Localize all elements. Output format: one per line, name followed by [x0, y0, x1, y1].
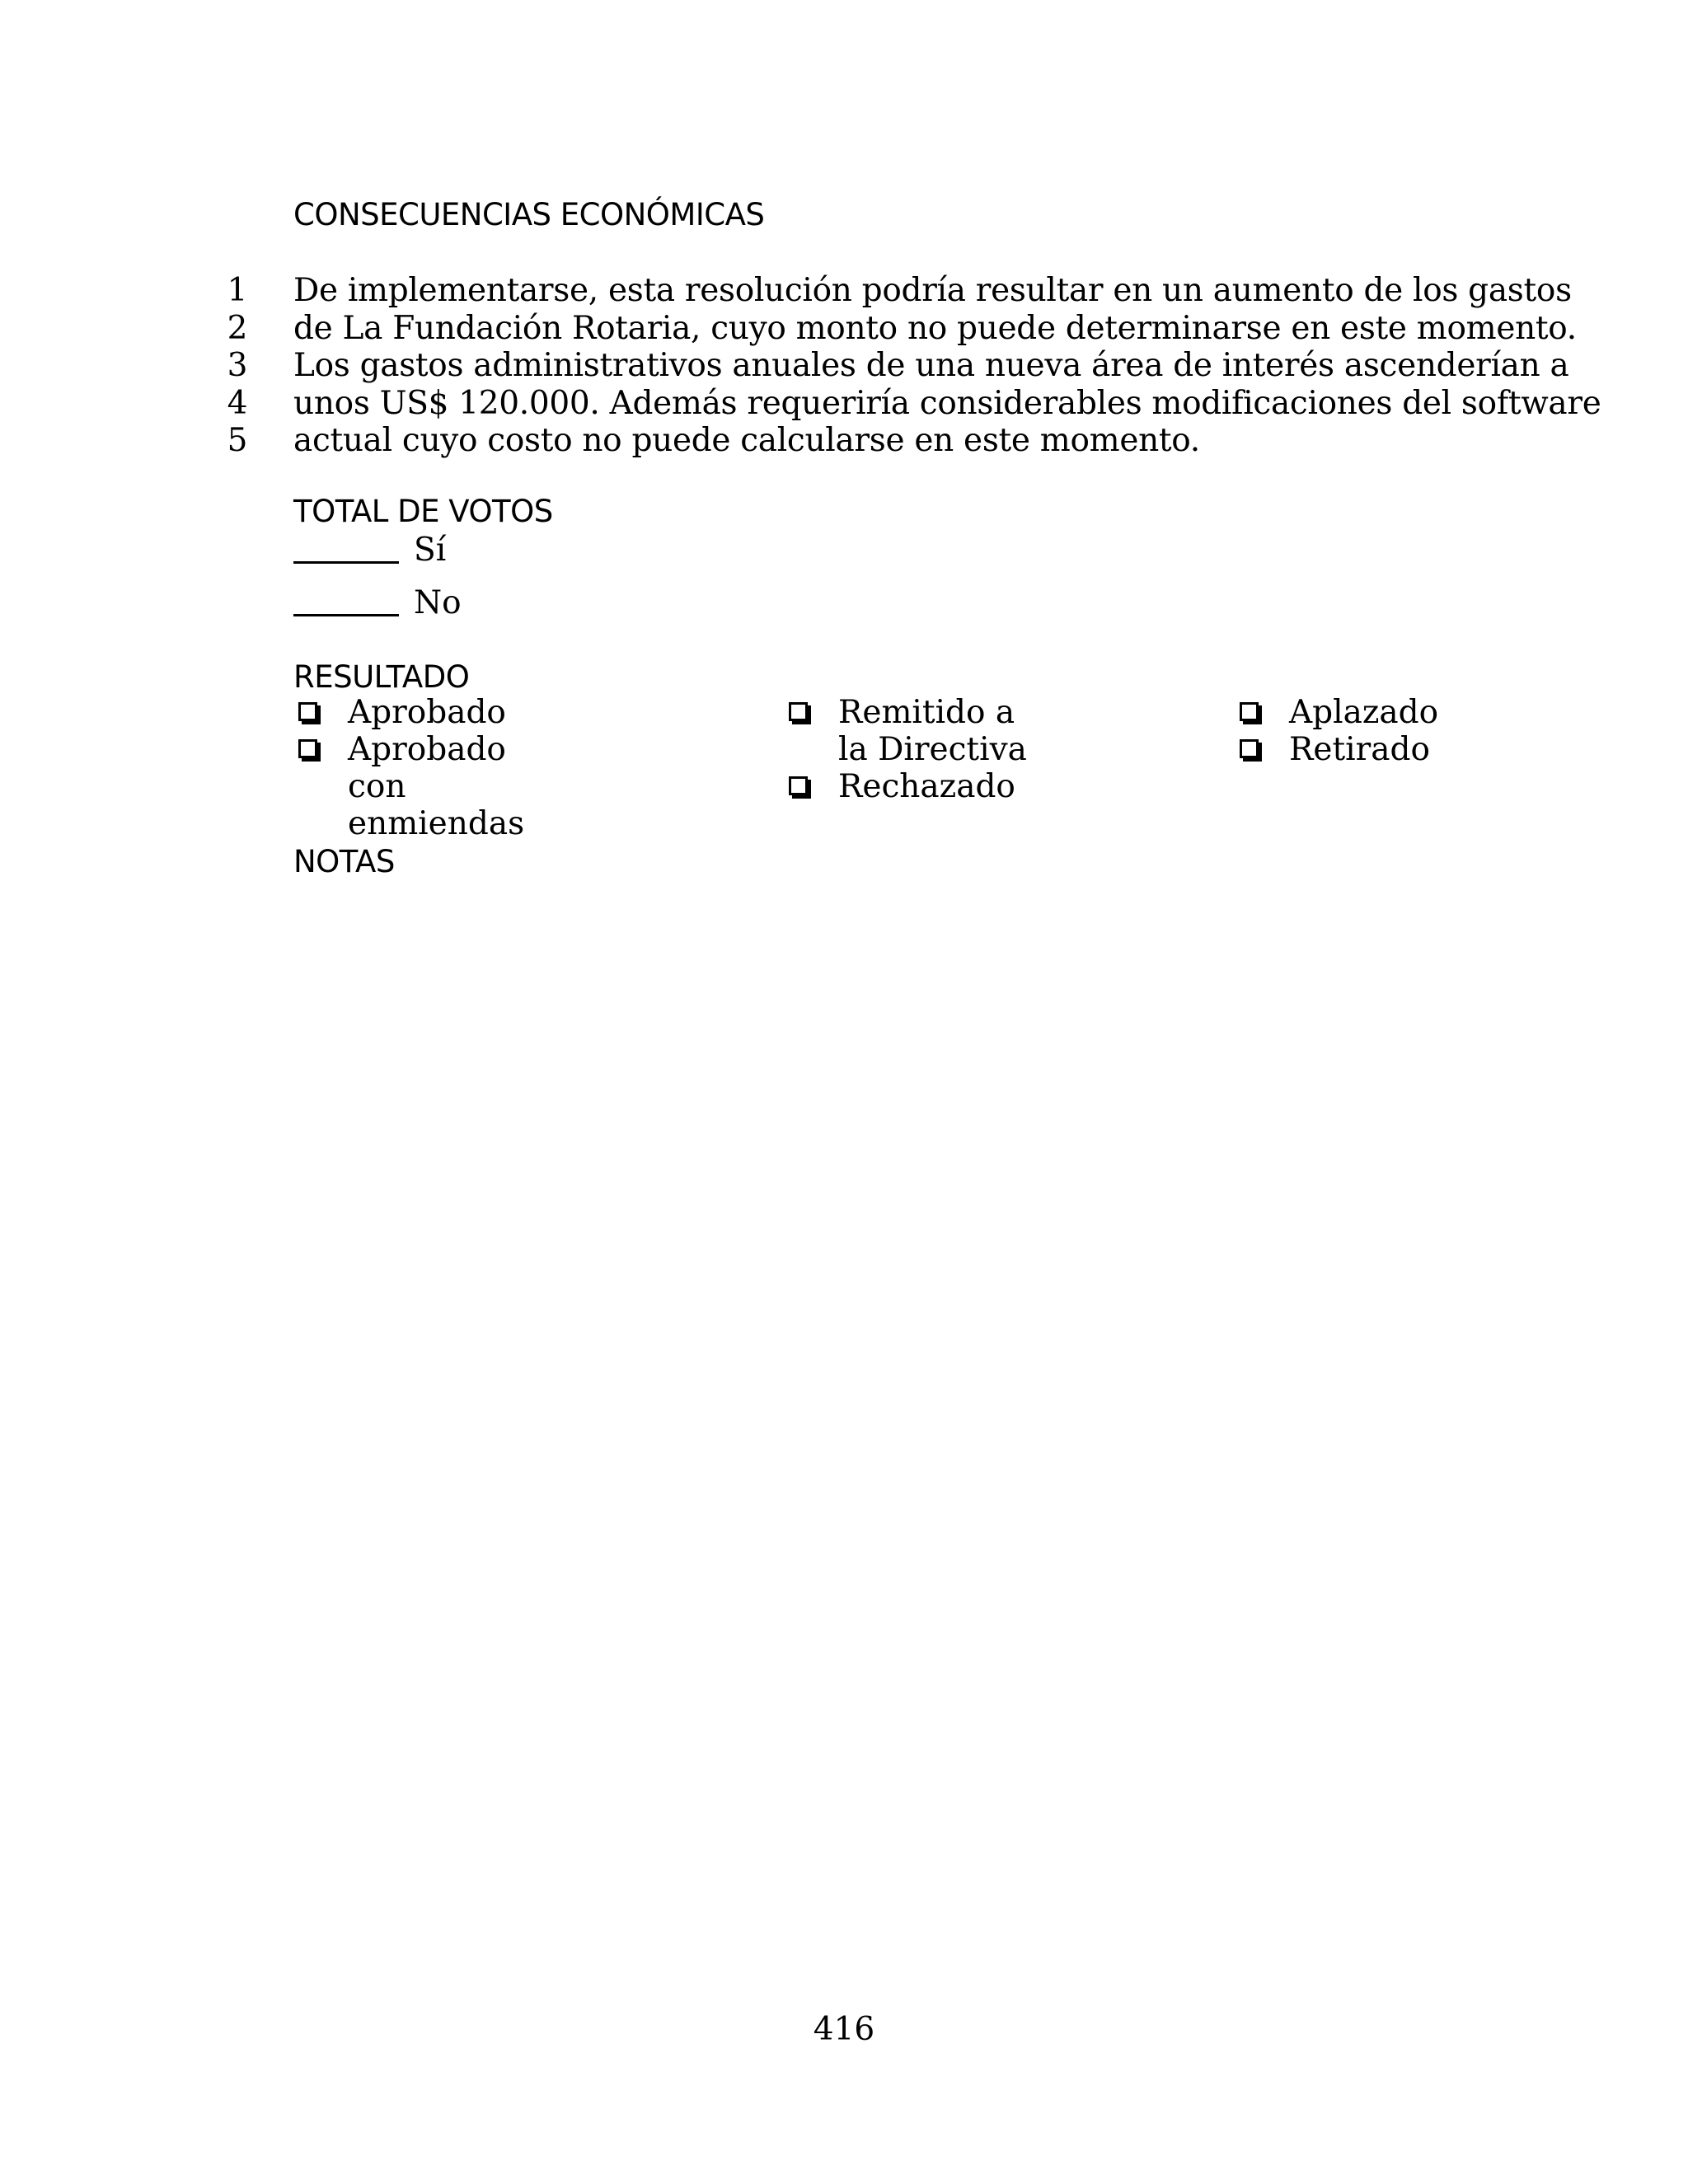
option-aplazado[interactable] [1240, 694, 1487, 731]
no-count-blank[interactable] [293, 614, 399, 616]
option-label: Aplazado [1289, 694, 1439, 731]
checkbox-icon[interactable] [1240, 739, 1259, 758]
economic-consequences-heading: CONSECUENCIAS ECONÓMICAS [293, 197, 765, 232]
vote-no-row [293, 584, 462, 621]
line-number: 2 [227, 309, 248, 347]
line-text: actual cuyo costo no puede calcularse en este momento. [293, 422, 1200, 459]
page-number: 416 [813, 2011, 875, 2048]
result-column-1 [298, 694, 546, 842]
line-text: Los gastos administrativos anuales de una nueva área de interés ascenderían a [293, 347, 1569, 384]
checkbox-icon[interactable] [1240, 702, 1259, 721]
vote-yes-row [293, 532, 447, 569]
line-number: 1 [227, 272, 248, 309]
total-votes-heading: TOTAL DE VOTOS [293, 494, 553, 529]
option-label: Aprobado [348, 694, 506, 731]
option-retirado[interactable] [1240, 731, 1487, 768]
line-text: De implementarse, esta resolución podría resultar en un aumento de los gastos [293, 272, 1572, 309]
option-aprobado[interactable] [298, 694, 546, 731]
no-label: No [414, 584, 462, 621]
checkbox-icon[interactable] [789, 702, 808, 721]
result-column-2 [789, 694, 1036, 805]
line-number: 3 [227, 347, 248, 384]
option-label: Remitido a la Directiva [838, 694, 1027, 768]
checkbox-icon[interactable] [298, 702, 317, 721]
option-rechazado[interactable] [789, 768, 1036, 805]
option-aprobado-con-enmiendas[interactable] [298, 731, 546, 842]
result-heading: RESULTADO [293, 659, 470, 695]
checkbox-icon[interactable] [789, 776, 808, 795]
line-text: de La Fundación Rotaria, cuyo monto no puede determinarse en este momento. [293, 309, 1577, 347]
checkbox-icon[interactable] [298, 739, 317, 758]
line-number: 5 [227, 422, 248, 459]
result-column-3 [1240, 694, 1487, 768]
line-number: 4 [227, 384, 248, 422]
option-label: Retirado [1289, 731, 1430, 768]
yes-label: Sí [414, 532, 447, 569]
option-label: Rechazado [838, 768, 1015, 805]
option-label: Aprobado con enmiendas [348, 731, 525, 842]
option-remitido-a-la-directiva[interactable] [789, 694, 1036, 768]
notes-heading: NOTAS [293, 844, 395, 879]
yes-count-blank[interactable] [293, 561, 399, 564]
line-text: unos US$ 120.000. Además requeriría considerables modificaciones del software [293, 384, 1601, 422]
